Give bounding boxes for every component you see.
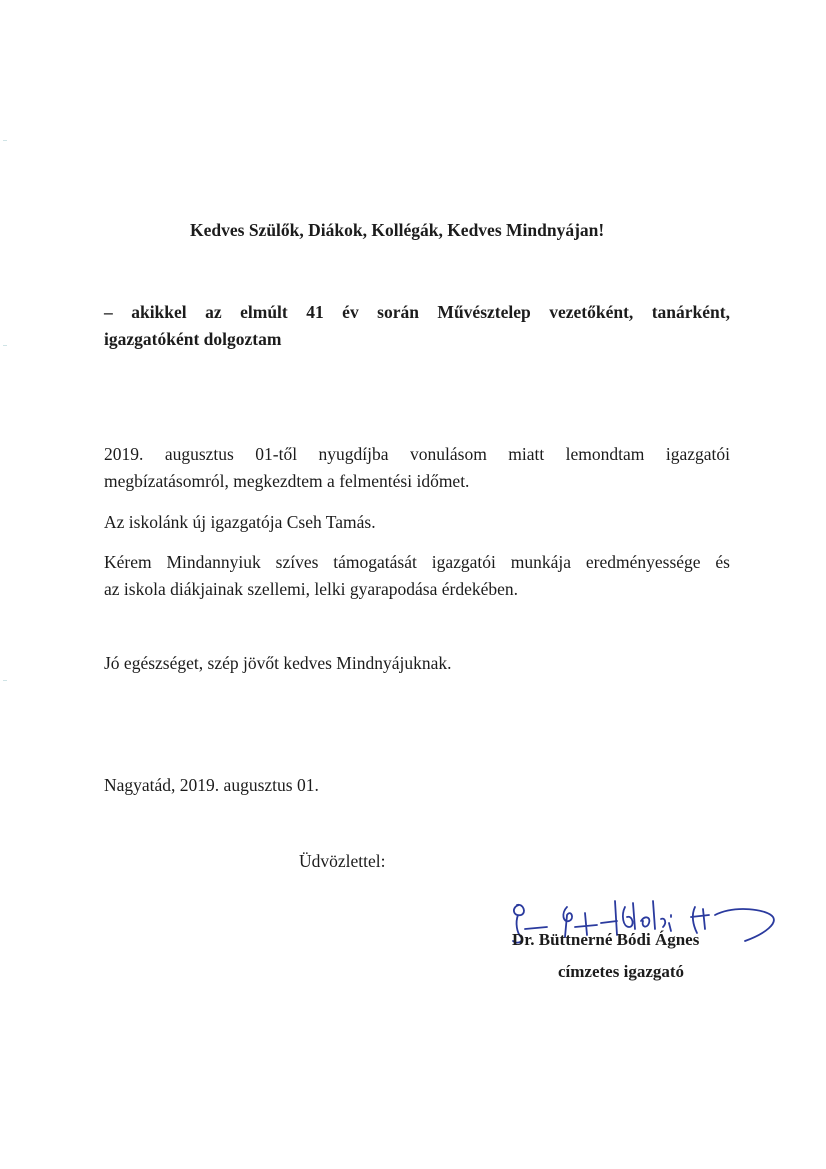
scan-edge-mark — [3, 345, 7, 346]
closing-salutation: Üdvözlettel: — [299, 851, 386, 871]
paragraph-3-line-1: Kérem Mindannyiuk szíves támogatását igazgatói munkája eredményessége és — [104, 552, 730, 572]
signer-title: címzetes igazgató — [558, 962, 685, 981]
intro-line-1: – akikkel az elmúlt 41 év során Művésztelep vezetőként, tanárként, — [104, 302, 730, 322]
intro-line-2: igazgatóként dolgoztam — [104, 329, 282, 349]
greeting: Kedves Szülők, Diákok, Kollégák, Kedves Mindnyájan! — [190, 220, 605, 240]
signer-name: Dr. Büttnerné Bódi Ágnes — [512, 930, 700, 949]
scan-edge-mark — [3, 680, 7, 681]
paragraph-1-line-2: megbízatásomról, megkezdtem a felmentési időmet. — [104, 471, 470, 491]
paragraph-3-line-2: az iskola diákjainak szellemi, lelki gyarapodása érdekében. — [104, 579, 518, 599]
scan-edge-mark — [3, 140, 7, 141]
paragraph-2: Az iskolánk új igazgatója Cseh Tamás. — [104, 512, 376, 532]
place-date: Nagyatád, 2019. augusztus 01. — [104, 775, 319, 795]
paragraph-1-line-1: 2019. augusztus 01-től nyugdíjba vonulásom miatt lemondtam igazgatói — [104, 444, 730, 464]
closing-wish: Jó egészséget, szép jövőt kedves Mindnyájuknak. — [104, 653, 452, 673]
